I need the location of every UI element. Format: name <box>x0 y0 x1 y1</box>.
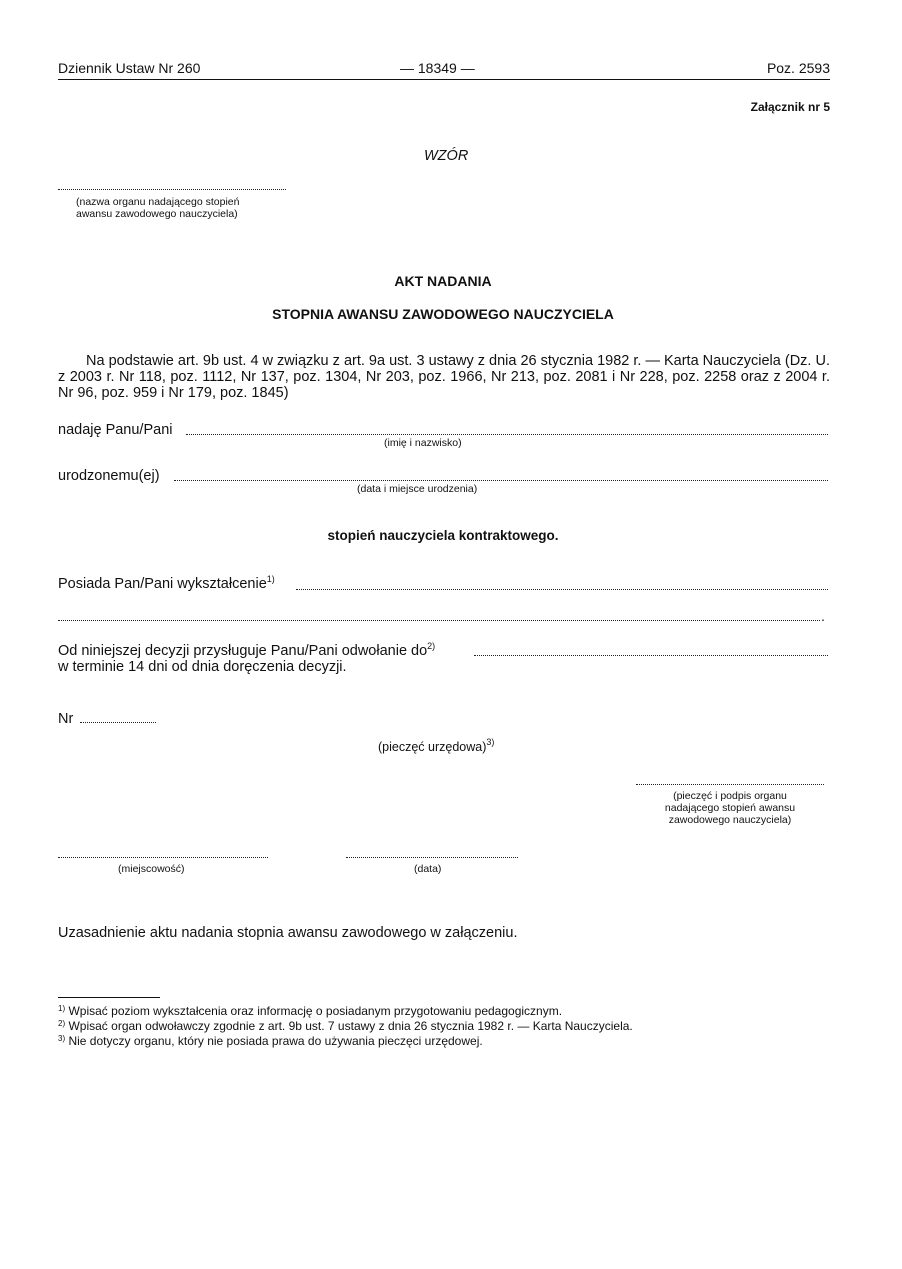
title-sub: STOPNIA AWANSU ZAWODOWEGO NAUCZYCIELA <box>272 306 614 322</box>
birth-field[interactable] <box>174 480 828 481</box>
education-field-line2[interactable] <box>58 620 820 621</box>
born-label: urodzonemu(ej) <box>58 468 160 484</box>
header-rule <box>58 79 830 80</box>
signature-field[interactable] <box>636 784 824 785</box>
position-number: Poz. 2593 <box>766 60 830 76</box>
date-field[interactable] <box>346 857 518 858</box>
journal-title: Dziennik Ustaw Nr 260 <box>58 60 201 76</box>
template-label: WZÓR <box>424 148 469 164</box>
appeal-organ-field[interactable] <box>474 655 828 656</box>
signature-caption-line1: (pieczęć i podpis organu <box>673 790 787 802</box>
justification-note: Uzasadnienie aktu nadania stopnia awansu zawodowego w załączeniu. <box>58 925 518 941</box>
organ-caption-line1: (nazwa organu nadającego stopień <box>76 196 240 208</box>
annex-label: Załącznik nr 5 <box>750 100 830 114</box>
name-caption: (imię i nazwisko) <box>384 437 462 449</box>
education-end-period: . <box>821 608 825 624</box>
degree-name: stopień nauczyciela kontraktowego. <box>327 528 559 543</box>
grant-label: nadaję Panu/Pani <box>58 422 173 438</box>
footnote-3: $^{3)}$ Nie dotyczy organu, który nie posiada prawa do używania pieczęci urzędowej. <box>58 1034 483 1048</box>
place-field[interactable] <box>58 857 268 858</box>
legal-basis: Na podstawie art. 9b ust. 4 w związku z art. 9a ust. 3 ustawy z dnia 26 stycznia 1982 r. — Karta Nauczyciela (Dz. U. z 2003 r. Nr 118, poz. 1112, Nr 137, poz. 1304, Nr 203, poz. 1966, Nr 213, poz. 2081 i Nr 228, poz. 2258 oraz z 2004 r. Nr 96, poz. 959 i Nr 179, poz. 1845) <box>58 353 830 401</box>
place-caption: (miejscowość) <box>118 863 185 875</box>
appeal-label: Od niniejszej decyzji przysługuje Panu/Pani odwołanie $do^{2)}$ <box>58 641 436 659</box>
signature-caption-line3: zawodowego nauczyciela) <box>668 814 792 826</box>
nr-field[interactable] <box>80 722 156 723</box>
footnote-ref-3: 3) <box>486 737 495 747</box>
official-seal: (pieczęć urzędowa)$^{3)}$ <box>378 737 495 754</box>
education-field[interactable] <box>296 589 828 590</box>
name-field[interactable] <box>186 434 828 435</box>
footnote-2: $^{2)}$ Wpisać organ odwoławczy zgodnie z art. 9b ust. 7 ustawy z dnia 26 stycznia 1982 r. — Karta Nauczyciela. <box>58 1019 633 1033</box>
birth-caption: (data i miejsce urodzenia) <box>357 483 478 495</box>
footnote-ref-1: 1) <box>266 574 275 584</box>
nr-label: Nr <box>58 711 74 727</box>
date-caption: (data) <box>414 863 442 875</box>
organ-caption-line2: awansu zawodowego nauczyciela) <box>76 208 238 220</box>
title-main: AKT NADANIA <box>394 273 492 289</box>
page-number: — 18349 — <box>400 60 475 76</box>
appeal-term: w terminie 14 dni od dnia doręczenia decyzji. <box>58 659 347 675</box>
education-label: Posiada Pan/Pani wykształcenie$^{1)}$ <box>58 574 275 592</box>
footnote-1: $^{1)}$ Wpisać poziom wykształcenia oraz informację o posiadanym przygotowaniu pedagogicznym. <box>58 1004 563 1018</box>
footnote-separator <box>58 997 160 998</box>
organ-name-dots[interactable] <box>58 189 286 190</box>
footnote-ref-2: 2) <box>427 641 436 651</box>
signature-caption-line2: nadającego stopień awansu <box>664 802 796 814</box>
